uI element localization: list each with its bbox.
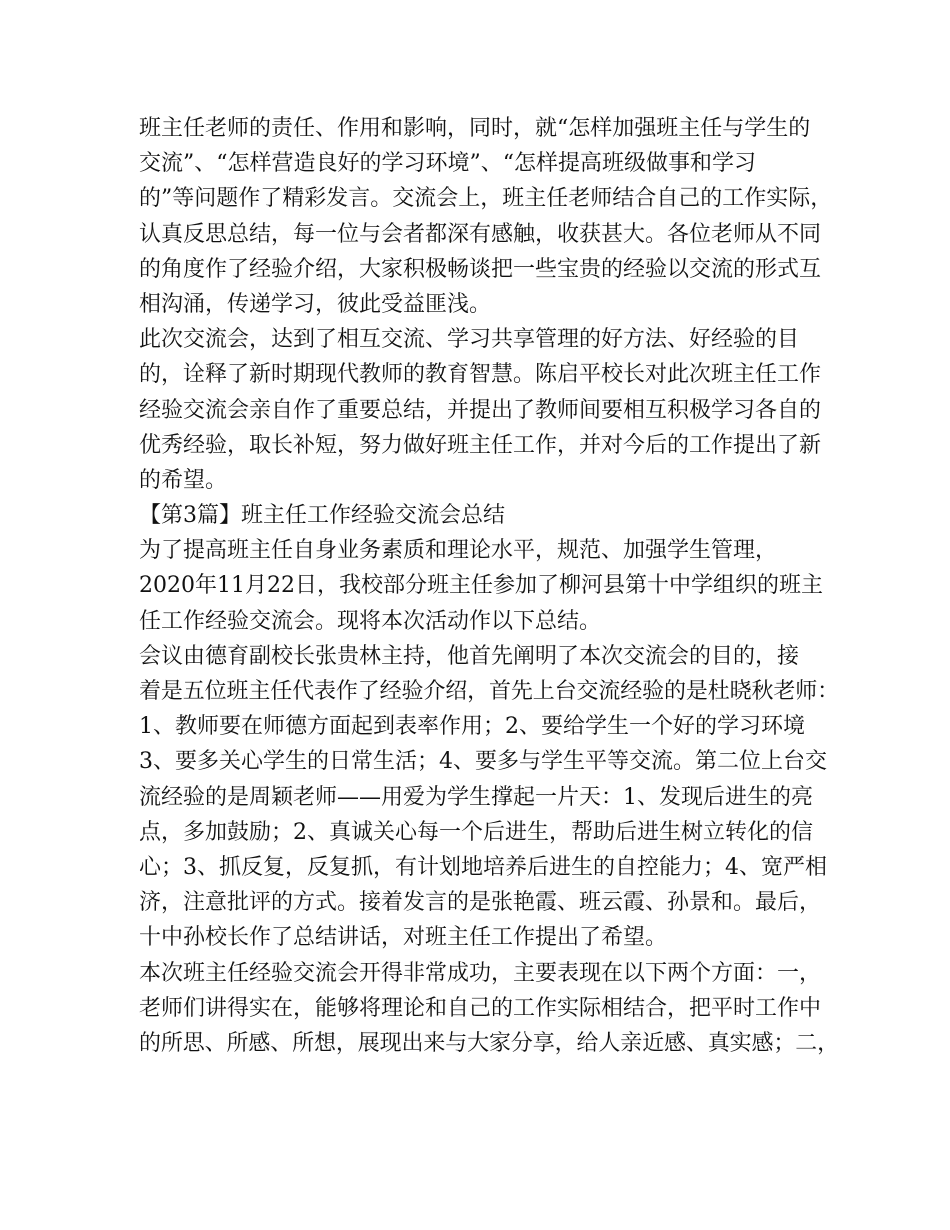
text-line: 3、要多关心学生的日常生活；4、要多与学生平等交流。第二位上台交 xyxy=(139,749,827,775)
text-line: 十中孙校长作了总结讲话，对班主任工作提出了希望。 xyxy=(139,925,668,951)
text-line: 点，多加鼓励；2、真诚关心每一个后进生，帮助后进生树立转化的信 xyxy=(139,819,813,845)
text-line: 相沟涌，传递学习，彼此受益匪浅。 xyxy=(139,291,492,317)
text-line: 心；3、抓反复，反复抓，有计划地培养后进生的自控能力；4、宽严相 xyxy=(139,854,827,880)
text-line: 交流”、“怎样营造良好的学习环境”、“怎样提高班级做事和学习 xyxy=(139,151,756,177)
text-line: 2020年11月22日，我校部分班主任参加了柳河县第十中学组织的班主 xyxy=(139,573,823,599)
text-line: 任工作经验交流会。现将本次活动作以下总结。 xyxy=(139,608,602,634)
text-line: 此次交流会，达到了相互交流、学习共享管理的好方法、好经验的目 xyxy=(139,327,800,353)
text-line: 经验交流会亲自作了重要总结，并提出了教师间要相互积极学习各自的 xyxy=(139,397,822,423)
body-text xyxy=(139,111,839,1061)
section-heading: 【第3篇】班主任工作经验交流会总结 xyxy=(139,503,505,529)
text-line: 流经验的是周颖老师——用爱为学生撑起一片天：1、发现后进生的亮 xyxy=(139,784,813,810)
text-line: 老师们讲得实在，能够将理论和自己的工作实际相结合，把平时工作中 xyxy=(139,995,822,1021)
text-line: 认真反思总结，每一位与会者都深有感触，收获甚大。各位老师从不同 xyxy=(139,221,822,247)
text-line: 的所思、所感、所想，展现出来与大家分享，给人亲近感、真实感；二， xyxy=(139,1030,840,1056)
text-line: 的，诠释了新时期现代教师的教育智慧。陈启平校长对此次班主任工作 xyxy=(139,362,822,388)
text-line: 的角度作了经验介绍，大家积极畅谈把一些宝贵的经验以交流的形式互 xyxy=(139,256,822,282)
text-line: 优秀经验，取长补短，努力做好班主任工作，并对今后的工作提出了新 xyxy=(139,432,822,458)
text-line: 为了提高班主任自身业务素质和理论水平，规范、加强学生管理， xyxy=(139,538,778,564)
text-line: 的”等问题作了精彩发言。交流会上，班主任老师结合自己的工作实际， xyxy=(139,186,833,212)
text-line: 1、教师要在师德方面起到表率作用；2、要给学生一个好的学习环境 xyxy=(139,714,805,740)
text-line: 济，注意批评的方式。接着发言的是张艳霞、班云霞、孙景和。最后， xyxy=(139,890,822,916)
text-line: 的希望。 xyxy=(139,467,228,493)
text-line: 班主任老师的责任、作用和影响，同时，就“怎样加强班主任与学生的 xyxy=(139,116,811,141)
text-line: 着是五位班主任代表作了经验介绍，首先上台交流经验的是杜晓秋老师： xyxy=(139,679,840,704)
text-line: 本次班主任经验交流会开得非常成功，主要表现在以下两个方面：一， xyxy=(139,960,822,986)
text-line: 会议由德育副校长张贵林主持，他首先阐明了本次交流会的目的，接 xyxy=(139,643,800,669)
